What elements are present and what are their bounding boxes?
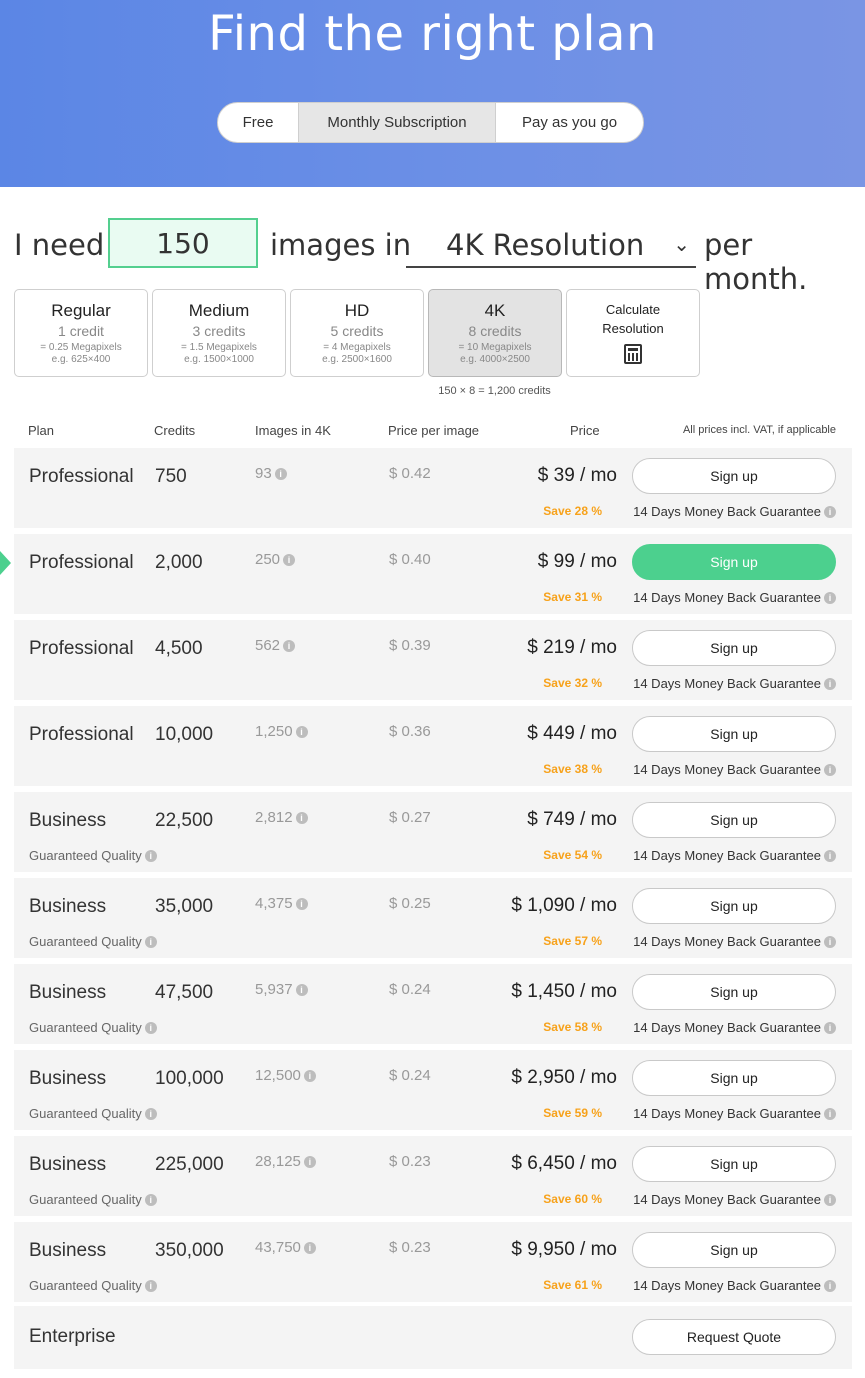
plan-row: [14, 964, 852, 1044]
calc-line-2: Resolution: [602, 321, 664, 336]
plan-images: [255, 895, 308, 912]
plan-name: Business: [29, 1154, 107, 1175]
calculate-resolution-button[interactable]: [566, 289, 700, 377]
calculator-icon: [624, 344, 642, 364]
info-icon[interactable]: i: [296, 726, 308, 738]
card-name: Medium: [188, 301, 250, 320]
plan-price-per-image: $ 0.42: [389, 465, 431, 482]
chevron-down-icon: ⌄: [673, 232, 690, 256]
plan-savings: Save 59 %: [543, 1106, 602, 1120]
sign-up-button[interactable]: Sign up: [632, 716, 836, 752]
info-icon[interactable]: i: [145, 1194, 157, 1206]
plan-price: $ 219 / mo: [527, 637, 617, 658]
tab-pay-as-you-go[interactable]: Pay as you go: [521, 114, 618, 131]
plan-images-value: 2,812: [255, 809, 293, 826]
info-icon[interactable]: i: [283, 640, 295, 652]
plan-images-value: 562: [255, 637, 281, 654]
guaranteed-quality-label: Guaranteed Quality: [29, 1278, 142, 1293]
money-back-guarantee: [633, 1020, 836, 1035]
money-back-guarantee: [633, 1106, 836, 1121]
info-icon[interactable]: i: [296, 812, 308, 824]
plan-credits: 47,500: [155, 982, 214, 1003]
plan-credits: 225,000: [155, 1154, 224, 1175]
sign-up-button[interactable]: Sign up: [632, 544, 836, 580]
money-back-guarantee: [633, 762, 836, 777]
guaranteed-quality: [29, 848, 157, 863]
plan-row: [14, 878, 852, 958]
guaranteed-quality: [29, 1020, 157, 1035]
plan-name: Professional: [29, 638, 134, 659]
header-images: Images in 4K: [255, 423, 331, 438]
plan-savings: Save 28 %: [543, 504, 602, 518]
plan-images: [255, 981, 308, 998]
plan-images-value: 12,500: [255, 1067, 301, 1084]
card-example: e.g. 625×400: [51, 354, 111, 365]
info-icon[interactable]: i: [824, 506, 836, 518]
card-megapixels: = 4 Megapixels: [323, 342, 391, 353]
money-back-guarantee: [633, 504, 836, 519]
info-icon[interactable]: i: [824, 1022, 836, 1034]
plan-row: [14, 620, 852, 700]
money-back-guarantee: [633, 590, 836, 605]
plan-savings: Save 60 %: [543, 1192, 602, 1206]
plan-price: $ 449 / mo: [527, 723, 617, 744]
request-quote-button[interactable]: Request Quote: [632, 1319, 836, 1355]
sign-up-button[interactable]: Sign up: [632, 1232, 836, 1268]
card-megapixels: = 1.5 Megapixels: [181, 342, 257, 353]
resolution-card-regular[interactable]: [14, 289, 148, 377]
resolution-select-value: 4K Resolution: [446, 228, 645, 262]
header-plan: Plan: [28, 423, 55, 438]
sign-up-button[interactable]: Sign up: [632, 802, 836, 838]
plan-savings: Save 31 %: [543, 590, 602, 604]
card-credits: 3 credits: [192, 323, 246, 339]
card-megapixels: = 10 Megapixels: [458, 342, 532, 353]
current-selection-marker: [0, 551, 11, 575]
guarantee-label: 14 Days Money Back Guarantee: [633, 590, 821, 605]
i-need-label: I need: [14, 228, 105, 262]
info-icon[interactable]: i: [304, 1156, 316, 1168]
info-icon[interactable]: i: [296, 898, 308, 910]
plan-price: $ 99 / mo: [537, 551, 617, 572]
card-name: HD: [344, 301, 370, 320]
guaranteed-quality-label: Guaranteed Quality: [29, 934, 142, 949]
plan-price-per-image: $ 0.23: [389, 1239, 431, 1256]
plan-row: [14, 1050, 852, 1130]
plan-credits: 2,000: [155, 552, 203, 573]
guarantee-label: 14 Days Money Back Guarantee: [633, 1106, 821, 1121]
plan-price-per-image: $ 0.40: [389, 551, 431, 568]
sign-up-button[interactable]: Sign up: [632, 1146, 836, 1182]
plan-images-value: 1,250: [255, 723, 293, 740]
card-example: e.g. 1500×1000: [184, 354, 254, 365]
images-in-label: images in: [270, 228, 412, 262]
tab-free[interactable]: Free: [218, 103, 299, 142]
plan-price-per-image: $ 0.36: [389, 723, 431, 740]
info-icon[interactable]: i: [824, 764, 836, 776]
plan-credits: 100,000: [155, 1068, 224, 1089]
plan-name: Business: [29, 982, 107, 1003]
card-megapixels: = 0.25 Megapixels: [40, 342, 122, 353]
plan-images-value: 28,125: [255, 1153, 301, 1170]
plan-credits: 22,500: [155, 810, 214, 831]
enterprise-row: [14, 1306, 852, 1369]
plan-name: Business: [29, 1240, 107, 1261]
plan-savings: Save 54 %: [543, 848, 602, 862]
info-icon[interactable]: i: [824, 936, 836, 948]
enterprise-label: Enterprise: [29, 1326, 116, 1347]
plan-row: [14, 792, 852, 872]
plan-name: Business: [29, 896, 107, 917]
plan-price-per-image: $ 0.27: [389, 809, 431, 826]
plan-savings: Save 58 %: [543, 1020, 602, 1034]
header-credits: Credits: [154, 423, 196, 438]
page-title: Find the right plan: [208, 6, 657, 62]
plan-price-per-image: $ 0.24: [389, 981, 431, 998]
guaranteed-quality: [29, 1192, 157, 1207]
quantity-input[interactable]: [108, 218, 258, 268]
info-icon[interactable]: i: [275, 468, 287, 480]
card-name: 4K: [484, 301, 506, 320]
plan-price-per-image: $ 0.23: [389, 1153, 431, 1170]
info-icon[interactable]: i: [145, 1280, 157, 1292]
guaranteed-quality-label: Guaranteed Quality: [29, 848, 142, 863]
plan-name: Professional: [29, 552, 134, 573]
plan-images: [255, 1239, 316, 1256]
plan-price: $ 9,950 / mo: [511, 1239, 617, 1260]
plan-price: $ 39 / mo: [537, 465, 617, 486]
plan-images-value: 5,937: [255, 981, 293, 998]
card-name: Regular: [51, 301, 111, 320]
plan-row: [14, 1222, 852, 1302]
plan-credits: 750: [155, 466, 187, 487]
resolution-card-medium[interactable]: [152, 289, 286, 377]
plan-credits: 35,000: [155, 896, 214, 917]
quantity-calculator: [14, 218, 854, 296]
sign-up-button[interactable]: Sign up: [632, 974, 836, 1010]
guaranteed-quality: [29, 1106, 157, 1121]
plan-images-value: 4,375: [255, 895, 293, 912]
guarantee-label: 14 Days Money Back Guarantee: [633, 1278, 821, 1293]
plan-price-per-image: $ 0.24: [389, 1067, 431, 1084]
plan-price-per-image: $ 0.39: [389, 637, 431, 654]
info-icon[interactable]: i: [304, 1242, 316, 1254]
resolution-select[interactable]: [406, 222, 696, 268]
money-back-guarantee: [633, 1192, 836, 1207]
guaranteed-quality-label: Guaranteed Quality: [29, 1106, 142, 1121]
money-back-guarantee: [633, 676, 836, 691]
guaranteed-quality-label: Guaranteed Quality: [29, 1192, 142, 1207]
tab-monthly-subscription[interactable]: Monthly Subscription: [299, 103, 496, 142]
plan-price: $ 1,450 / mo: [511, 981, 617, 1002]
plan-price: $ 6,450 / mo: [511, 1153, 617, 1174]
header-price: Price: [570, 423, 600, 438]
info-icon[interactable]: i: [145, 936, 157, 948]
money-back-guarantee: [633, 934, 836, 949]
card-credits: 8 credits: [468, 323, 522, 339]
plan-images: [255, 465, 287, 482]
billing-tabs: [217, 102, 644, 143]
card-example: e.g. 2500×1600: [322, 354, 392, 365]
plan-credits: 10,000: [155, 724, 214, 745]
plan-images: [255, 1067, 316, 1084]
guarantee-label: 14 Days Money Back Guarantee: [633, 762, 821, 777]
vat-note: All prices incl. VAT, if applicable: [682, 424, 836, 436]
guaranteed-quality: [29, 934, 157, 949]
resolution-card-4k[interactable]: [428, 289, 562, 377]
info-icon[interactable]: i: [145, 850, 157, 862]
info-icon[interactable]: i: [283, 554, 295, 566]
plan-row: [14, 706, 852, 786]
card-credits: 5 credits: [330, 323, 384, 339]
money-back-guarantee: [633, 1278, 836, 1293]
guarantee-label: 14 Days Money Back Guarantee: [633, 504, 821, 519]
plan-price: $ 749 / mo: [527, 809, 617, 830]
info-icon[interactable]: i: [824, 1280, 836, 1292]
plan-images-value: 43,750: [255, 1239, 301, 1256]
plan-name: Business: [29, 1068, 107, 1089]
plan-name: Business: [29, 810, 107, 831]
card-example: e.g. 4000×2500: [460, 354, 530, 365]
plan-row: [14, 534, 852, 614]
plan-images-value: 250: [255, 551, 281, 568]
guaranteed-quality: [29, 1278, 157, 1293]
plan-images: [255, 551, 295, 568]
plan-savings: Save 57 %: [543, 934, 602, 948]
calc-line-1: Calculate: [605, 302, 661, 317]
info-icon[interactable]: i: [824, 1108, 836, 1120]
guarantee-label: 14 Days Money Back Guarantee: [633, 934, 821, 949]
plan-savings: Save 61 %: [543, 1278, 602, 1292]
info-icon[interactable]: i: [824, 678, 836, 690]
plan-name: Professional: [29, 466, 134, 487]
info-icon[interactable]: i: [824, 850, 836, 862]
info-icon[interactable]: i: [145, 1108, 157, 1120]
credits-formula: 150 × 8 = 1,200 credits: [438, 385, 551, 397]
hero-banner: [0, 0, 865, 187]
info-icon[interactable]: i: [145, 1022, 157, 1034]
plan-images-value: 93: [255, 465, 272, 482]
plan-price: $ 1,090 / mo: [511, 895, 617, 916]
guarantee-label: 14 Days Money Back Guarantee: [633, 1192, 821, 1207]
plan-row: [14, 1136, 852, 1216]
plan-savings: Save 38 %: [543, 762, 602, 776]
sign-up-button[interactable]: Sign up: [632, 1060, 836, 1096]
plan-images: [255, 637, 295, 654]
plan-images: [255, 1153, 316, 1170]
info-icon[interactable]: i: [824, 1194, 836, 1206]
guarantee-label: 14 Days Money Back Guarantee: [633, 676, 821, 691]
info-icon[interactable]: i: [824, 592, 836, 604]
sign-up-button[interactable]: Sign up: [632, 888, 836, 924]
plan-images: [255, 723, 308, 740]
guarantee-label: 14 Days Money Back Guarantee: [633, 848, 821, 863]
guarantee-label: 14 Days Money Back Guarantee: [633, 1020, 821, 1035]
card-credits: 1 credit: [58, 323, 104, 339]
header-price-per-image: Price per image: [388, 423, 480, 438]
info-icon[interactable]: i: [304, 1070, 316, 1082]
sign-up-button[interactable]: Sign up: [632, 630, 836, 666]
plan-name: Professional: [29, 724, 134, 745]
guaranteed-quality-label: Guaranteed Quality: [29, 1020, 142, 1035]
money-back-guarantee: [633, 848, 836, 863]
plan-credits: 350,000: [155, 1240, 224, 1261]
per-month-label: per month.: [704, 228, 808, 296]
calculate-resolution-label: [567, 300, 699, 338]
plan-credits: 4,500: [155, 638, 203, 659]
plan-price-per-image: $ 0.25: [389, 895, 431, 912]
resolution-card-hd[interactable]: [290, 289, 424, 377]
info-icon[interactable]: i: [296, 984, 308, 996]
plan-images: [255, 809, 308, 826]
sign-up-button[interactable]: Sign up: [632, 458, 836, 494]
plan-savings: Save 32 %: [543, 676, 602, 690]
plan-price: $ 2,950 / mo: [511, 1067, 617, 1088]
plan-row: [14, 448, 852, 528]
